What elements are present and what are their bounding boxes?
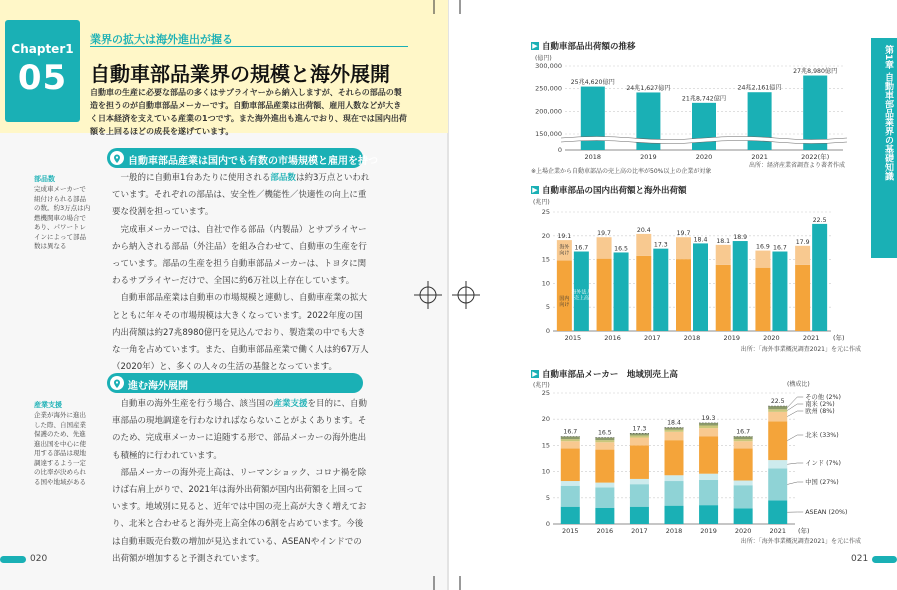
stacked-segment xyxy=(630,435,649,437)
bar-export xyxy=(597,237,612,258)
bar xyxy=(692,103,716,150)
stacked-segment xyxy=(665,506,684,524)
page-number: 020 xyxy=(30,554,48,564)
bar-overseas xyxy=(653,249,668,331)
bar-domestic xyxy=(755,268,770,331)
x-tick-label: 2018 xyxy=(584,153,602,161)
data-label: 19.7 xyxy=(676,230,691,238)
inbar-label: 向け xyxy=(559,301,570,308)
bar-overseas xyxy=(614,252,629,331)
section-kicker: 業界の拡大は海外進出が握る xyxy=(90,33,233,46)
x-tick-label: 2020 xyxy=(695,153,713,161)
bar-export xyxy=(636,234,651,256)
data-label: 19.7 xyxy=(597,230,611,238)
x-tick-label: 2015 xyxy=(564,334,582,342)
composition-label: (構成比) xyxy=(787,381,810,388)
x-tick-label: 2018 xyxy=(683,334,701,342)
data-label: 16.7 xyxy=(563,428,578,436)
stacked-segment xyxy=(561,439,580,441)
chart-bullet-icon: ▶ xyxy=(532,186,538,194)
stacked-segment xyxy=(734,449,753,481)
legend-leader xyxy=(787,435,803,441)
stacked-segment xyxy=(561,486,580,507)
stacked-segment xyxy=(734,508,753,524)
sidenote-term: 産業支援 xyxy=(34,401,62,409)
stacked-segment xyxy=(665,428,684,430)
body-paragraph: 自動車部品産業は自動車の市場規模と連動し、自動車産業の拡大とともに年々その市場規模は大きくなっています。2022年度の国内出荷額は約27兆8980億円を見込んでおり、製造業の中でも大きな一角を占めています。また、自動車部品産業で働く人は約67万人（2020年）と、多くの人々の生活の基盤となっています。 xyxy=(112,293,369,373)
y-tick-label: 200,000 xyxy=(535,107,562,116)
bar-export xyxy=(676,237,691,259)
x-tick-label: 2020 xyxy=(763,334,780,342)
sidenote-description: 企業が海外に進出した際、自国産業保護のため、先進進出国を中心に使用する部品は現地調達するよう一定の比率が決められる国や地域がある xyxy=(34,411,86,486)
data-label: 19.1 xyxy=(557,233,572,241)
bar-domestic xyxy=(597,259,612,331)
data-label: 17.3 xyxy=(632,425,647,433)
y-tick-label: 25 xyxy=(541,208,550,216)
bar-overseas xyxy=(812,224,827,331)
data-label: 18.9 xyxy=(733,234,748,242)
y-tick-label: 10 xyxy=(541,467,550,476)
stacked-segment xyxy=(595,440,614,442)
chart-title: 自動車部品メーカー 地域別売上高 xyxy=(542,370,678,380)
stacked-segment xyxy=(595,483,614,488)
legend-leader xyxy=(787,482,803,484)
x-tick-label: 2015 xyxy=(562,527,579,535)
stacked-segment xyxy=(630,479,649,484)
legend-label: 南米 (2%) xyxy=(805,401,835,408)
chapter-label: Chapter1 xyxy=(11,42,74,56)
sidenote-term: 部品数 xyxy=(34,175,55,183)
stacked-segment xyxy=(561,481,580,486)
y-tick-label: 5 xyxy=(545,303,550,312)
stacked-segment xyxy=(699,474,718,480)
stacked-segment xyxy=(699,425,718,428)
y-tick-label: 150,000 xyxy=(535,130,562,138)
y-tick-label: 0 xyxy=(557,146,562,154)
y-tick-label: 15 xyxy=(541,255,550,264)
x-tick-label: 2020 xyxy=(734,527,752,535)
chart-source: 出所：「海外事業概況調査2021」を元に作成 xyxy=(740,346,861,353)
legend-label: 北米 (33%) xyxy=(805,432,839,439)
chart-title: 自動車部品の国内出荷額と海外出荷額 xyxy=(542,186,687,196)
data-label: 20.4 xyxy=(636,226,651,234)
stacked-segment xyxy=(699,480,718,505)
data-label: 16.7 xyxy=(574,244,589,252)
x-tick-label: 2019 xyxy=(640,153,657,161)
bar-export xyxy=(755,251,770,268)
bar-domestic xyxy=(716,265,731,331)
bar-overseas xyxy=(693,243,708,331)
regional-sales-chart xyxy=(531,379,869,549)
stacked-segment xyxy=(768,500,787,524)
x-tick-label: 2017 xyxy=(644,334,661,342)
chart-source: 出所：「海外事業概況調査2021」を元に作成 xyxy=(740,538,861,545)
data-label: 18.1 xyxy=(716,237,731,245)
data-label: 16.5 xyxy=(614,245,628,253)
bar-export xyxy=(795,246,810,265)
y-tick-label: 20 xyxy=(541,415,550,424)
x-tick-label: 2017 xyxy=(631,527,648,535)
legend-leader xyxy=(787,397,803,408)
stacked-segment xyxy=(768,412,787,421)
data-label: 22.5 xyxy=(812,216,827,224)
inbar-label: 国内 xyxy=(559,295,570,302)
y-tick-label: 300,000 xyxy=(535,62,562,70)
inbar-label: 向け xyxy=(559,250,570,257)
stacked-segment xyxy=(561,507,580,524)
stacked-segment xyxy=(561,436,580,439)
stacked-segment xyxy=(734,436,753,439)
data-label: 16.7 xyxy=(773,244,787,252)
x-tick-label: 2019 xyxy=(723,334,740,342)
body-paragraph: 一般的に自動車1台あたりに使用される部品数は約3万点といわれています。それぞれの部品は、安全性／機能性／快適性の向上に重要な役割を担っています。 xyxy=(112,173,370,218)
stacked-segment xyxy=(768,409,787,412)
data-label: 24兆2,161億円 xyxy=(737,84,782,92)
bar-export xyxy=(716,245,731,265)
data-label: 17.3 xyxy=(653,241,668,249)
chart-bullet-icon: ▶ xyxy=(532,370,538,378)
x-tick-label: 2021 xyxy=(751,153,768,161)
stacked-segment xyxy=(665,432,684,440)
bar-overseas xyxy=(772,252,787,331)
chart-footnote: ※上場企業から自動車部品の売上高の比率が50%以上の企業が対象 xyxy=(531,168,712,175)
stacked-segment xyxy=(665,430,684,432)
stacked-segment xyxy=(595,450,614,483)
chapter-side-tab-label: 第1章 自動車部品業界の基礎知識 xyxy=(883,45,893,181)
stacked-segment xyxy=(595,438,614,441)
y-axis-unit: (億円) xyxy=(535,55,552,62)
bar-overseas xyxy=(733,241,748,331)
bar-domestic xyxy=(795,265,810,331)
bar-domestic xyxy=(636,256,651,331)
stacked-segment xyxy=(595,508,614,524)
data-label: 24兆1,627億円 xyxy=(626,84,671,92)
chart-title: 自動車部品出荷額の推移 xyxy=(542,42,636,52)
stacked-segment xyxy=(630,507,649,524)
x-tick-label: 2021 xyxy=(769,527,786,535)
legend-label: ASEAN (20%) xyxy=(805,509,848,516)
y-axis-unit: (兆円) xyxy=(533,199,550,206)
legend-leader xyxy=(787,411,803,417)
chart-source: 出所：経済産業省調査より著者作成 xyxy=(748,162,845,169)
y-tick-label: 0 xyxy=(545,520,550,528)
data-label: 16.7 xyxy=(736,428,751,436)
stacked-segment xyxy=(630,484,649,507)
section-heading: 進む海外展開 xyxy=(128,381,188,392)
bar-domestic xyxy=(676,259,691,331)
stacked-segment xyxy=(630,433,649,435)
stacked-segment xyxy=(561,441,580,448)
x-axis-suffix: (年) xyxy=(833,334,845,342)
x-tick-label: 2022(年) xyxy=(801,153,830,161)
stacked-segment xyxy=(665,440,684,475)
inbar-label: 海外 xyxy=(559,244,570,251)
body-paragraph: 自動車の海外生産を行う場合、該当国の産業支援を目的に、自動車部品の現地調達を行わなければならないことがよくあります。そのため、完成車メーカーに追随する形で、部品メーカーの海外進出も積極的に行われています。 xyxy=(112,399,368,461)
legend-label: その他 (2%) xyxy=(805,394,842,401)
data-label: 19.3 xyxy=(701,414,716,422)
legend-leader xyxy=(787,463,803,464)
stacked-segment xyxy=(561,449,580,481)
stacked-segment xyxy=(734,481,753,486)
stacked-segment xyxy=(734,441,753,448)
body-paragraph: 部品メーカーの海外売上高は、リーマンショック、コロナ禍を除けば右肩上がりで、2021年は海外出荷額が国内出荷額を上回っています。地域別に見ると、近年では中国の売上高が大きく増えており、北米と合わせると海外売上高全体の6割を占めています。今後は自動車販売台数の増加が見込まれている、ASEANやインドでの出荷額が増加すると予測されています。 xyxy=(112,467,367,564)
stacked-segment xyxy=(699,436,718,473)
chapter-number: 05 xyxy=(17,58,68,98)
legend-label: 中国 (27%) xyxy=(805,479,839,486)
stacked-segment xyxy=(630,445,649,479)
stacked-segment xyxy=(699,423,718,426)
body-paragraph: 完成車メーカーでは、自社で作る部品（内製品）とサプライヤーから納入される部品（外注品）を組み合わせて、自動車の生産を行っています。部品の生産を担う自動車部品メーカーは、トヨタに関わるサプライヤーだけで、全国に約6万社以上存在しています。 xyxy=(112,224,367,287)
y-axis-unit: (兆円) xyxy=(533,382,550,389)
sidenote-description: 完成車メーカーで組付けられる部品の数。約3万点は内燃機関車の場合であり、パワートレインによって部品数は異なる xyxy=(34,185,91,250)
data-label: 27兆8,980億円 xyxy=(793,68,838,76)
data-label: 18.4 xyxy=(693,236,708,244)
y-tick-label: 5 xyxy=(545,493,550,502)
bar xyxy=(803,76,827,150)
y-tick-label: 15 xyxy=(541,441,550,450)
stacked-segment xyxy=(699,428,718,436)
data-label: 18.4 xyxy=(667,419,681,427)
x-tick-label: 2021 xyxy=(802,334,820,342)
page-title: 自動車部品業界の規模と海外展開 xyxy=(90,62,390,86)
inbar-label: 売上高 xyxy=(573,295,589,302)
stacked-segment xyxy=(734,485,753,508)
stacked-segment xyxy=(665,481,684,506)
stacked-segment xyxy=(768,406,787,409)
x-tick-label: 2018 xyxy=(665,527,683,535)
stacked-segment xyxy=(595,487,614,507)
x-tick-label: 2016 xyxy=(596,527,614,535)
section-heading: 自動車部品産業は国内でも有数の市場規模と雇用を持つ xyxy=(128,156,378,167)
legend-label: 欧州 (8%) xyxy=(805,408,835,415)
y-tick-label: 20 xyxy=(541,231,550,240)
y-tick-label: 0 xyxy=(545,327,550,335)
inbar-label: 海外法人 xyxy=(571,289,592,296)
shipment-chart xyxy=(531,52,861,174)
stacked-segment xyxy=(768,468,787,500)
data-label: 16.9 xyxy=(756,243,770,251)
intro-paragraph: 自動車の生産に必要な部品の多くはサプライヤーから納入しますが、それらの部品の製造を担うのが自動車部品メーカーです。自動車部品産業は出荷額、雇用人数などが大きく日本経済を支えている産業の1つです。また海外進出も進んでおり、現在では国内出荷額を上回るほどの成長を遂げています。 xyxy=(90,88,407,136)
page-number: 021 xyxy=(851,554,869,564)
x-axis-suffix: (年) xyxy=(798,527,810,535)
y-tick-label: 25 xyxy=(541,389,550,397)
data-label: 21兆8,742億円 xyxy=(681,95,727,103)
x-tick-label: 2016 xyxy=(604,334,621,342)
data-label: 17.9 xyxy=(795,238,810,246)
stacked-segment xyxy=(768,460,787,468)
chart-bullet-icon: ▶ xyxy=(532,42,538,50)
y-tick-label: 250,000 xyxy=(535,84,562,93)
stacked-segment xyxy=(665,475,684,481)
data-label: 25兆4,620億円 xyxy=(570,79,615,87)
stacked-segment xyxy=(630,438,649,446)
data-label: 16.5 xyxy=(597,429,612,437)
stacked-segment xyxy=(699,505,718,524)
stacked-segment xyxy=(734,439,753,441)
y-tick-label: 10 xyxy=(541,279,550,288)
x-tick-label: 2019 xyxy=(700,527,717,535)
domestic-overseas-chart xyxy=(531,196,861,356)
stacked-segment xyxy=(768,421,787,460)
data-label: 22.5 xyxy=(770,398,785,406)
legend-label: インド (7%) xyxy=(805,460,842,467)
stacked-segment xyxy=(595,442,614,449)
